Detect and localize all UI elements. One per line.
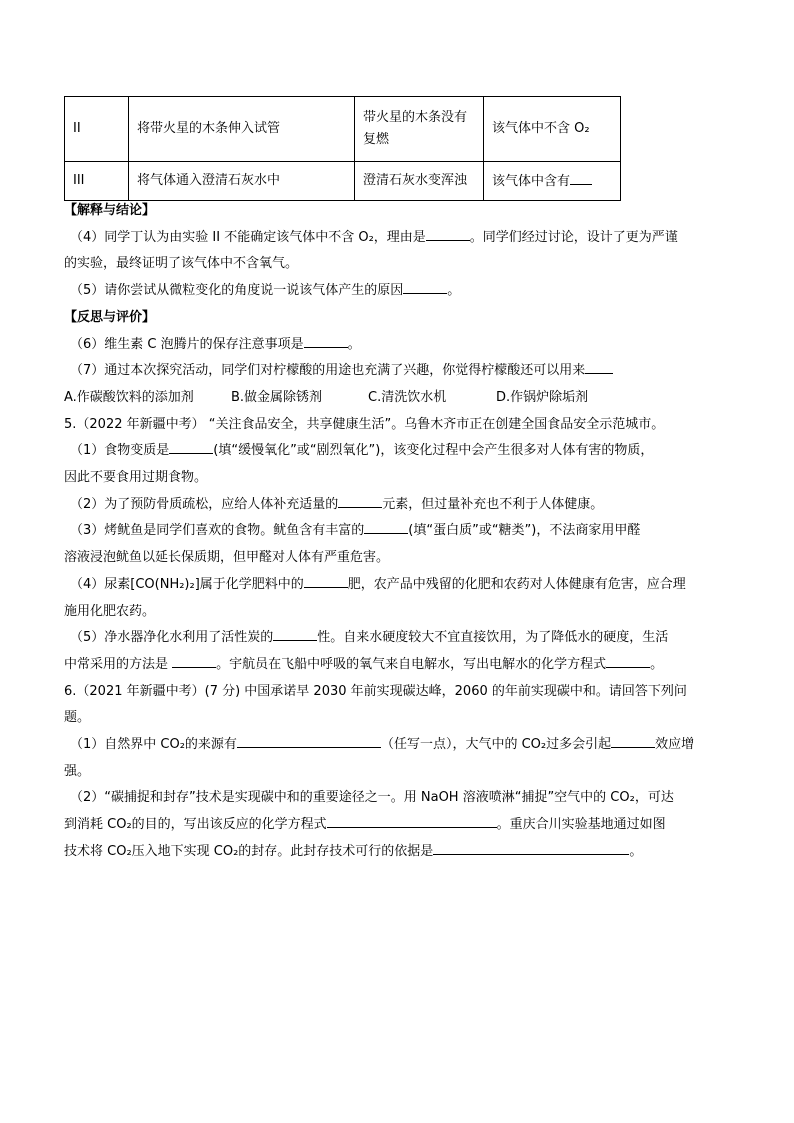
table-row [65, 162, 621, 201]
question-6: （6）维生素 C 泡腾片的保存注意事项是 。 [64, 332, 732, 359]
step-number: III [65, 162, 129, 201]
question-text [64, 198, 732, 866]
question-4: （4）同学丁认为由实验 II 不能确定该气体中不含 O₂，理由是 。同学们经过讨论，设计了更为严谨 [64, 225, 732, 252]
question-7-options [64, 385, 732, 412]
problem-5-q3-cont: 溶液浸泡鱿鱼以延长保质期，但甲醛对人体有严重危害。 [64, 550, 390, 566]
section-heading-reflect: 【反思与评价】 [64, 309, 156, 325]
problem-5-q1-cont: 因此不要食用过期食物。 [64, 470, 208, 486]
answer-blank [426, 226, 470, 241]
answer-blank [606, 653, 650, 668]
problem-5-q5: （5）净水器净化水利用了活性炭的 性。自来水硬度较大不宜直接饮用，为了降低水的硬度，生活 [64, 625, 732, 652]
answer-blank [237, 733, 381, 748]
problem-6-title-cont: 题。 [64, 710, 91, 726]
problem-6-q2-cont2: 技术将 CO₂压入地下实现 CO₂的封存。此封存技术可行的依据是 。 [64, 839, 732, 866]
problem-5-title: 5.（2022 年新疆中考） “关注食品安全，共享健康生活”。乌鲁木齐市正在创建全国食品安全示范城市。 [64, 416, 665, 432]
step-operation: 将气体通入澄清石灰水中 [129, 162, 355, 201]
question-5: （5）请你尝试从微粒变化的角度说一说该气体产生的原因 。 [64, 278, 732, 305]
problem-6-title: 6.（2021 年新疆中考）(7 分) 中国承诺早 2030 年前实现碳达峰，2060 的年前实现碳中和。请回答下列问 [64, 683, 687, 699]
step-conclusion: 该气体中不含 O₂ [484, 97, 621, 162]
step-operation: 将带火星的木条伸入试管 [129, 97, 355, 162]
answer-blank [338, 493, 382, 508]
problem-5-q4-cont: 施用化肥农药。 [64, 603, 156, 619]
problem-6-q1: （1）自然界中 CO₂的来源有 （任写一点），大气中的 CO₂过多会引起 效应增 [64, 732, 732, 759]
option-a: A.作碳酸饮料的添加剂 [64, 389, 194, 405]
answer-blank [611, 733, 655, 748]
experiment-table [64, 96, 621, 201]
table-row [65, 97, 621, 162]
problem-6-q1-cont: 强。 [64, 763, 91, 779]
answer-blank [304, 333, 348, 348]
answer-blank [169, 439, 213, 454]
problem-6-q2: （2）“碳捕捉和封存”技术是实现碳中和的重要途径之一。用 NaOH 溶液喷淋“捕捉”空气中的 CO₂，可达 [70, 790, 674, 806]
answer-blank [433, 840, 629, 855]
problem-5-q1: （1）食物变质是 (填“缓慢氧化”或“剧烈氧化”)，该变化过程中会产生很多对人体有害的物质， [64, 438, 732, 465]
question-7: （7）通过本次探究活动，同学们对柠檬酸的用途也充满了兴趣，你觉得柠檬酸还可以用来 [64, 358, 732, 385]
answer-blank [327, 813, 497, 828]
answer-blank [585, 359, 613, 374]
option-c: C.清洗饮水机 [368, 389, 447, 405]
answer-blank [570, 170, 592, 185]
option-b: B.做金属除锈剂 [231, 389, 323, 405]
problem-5-q2: （2）为了预防骨质疏松，应给人体补充适量的 元素，但过量补充也不利于人体健康。 [64, 492, 732, 519]
problem-5-q3: （3）烤鱿鱼是同学们喜欢的食物。鱿鱼含有丰富的 (填“蛋白质”或“糖类”)，不法商家用甲醛 [64, 518, 732, 545]
answer-blank [403, 279, 447, 294]
question-4-cont: 的实验，最终证明了该气体中不含氧气。 [64, 256, 299, 272]
answer-blank [273, 626, 317, 641]
step-number: II [65, 97, 129, 162]
answer-blank [304, 573, 348, 588]
problem-5-q5-cont: 中常采用的方法是 。宇航员在飞船中呼吸的氧气来自电解水，写出电解水的化学方程式 。 [64, 652, 732, 679]
answer-blank [364, 519, 408, 534]
step-phenomenon: 带火星的木条没有复燃 [355, 97, 484, 162]
option-d: D.作锅炉除垢剂 [496, 389, 589, 405]
problem-6-q2-cont: 到消耗 CO₂的目的，写出该反应的化学方程式 。重庆合川实验基地通过如图 [64, 812, 732, 839]
section-heading-explain: 【解释与结论】 [64, 203, 156, 218]
step-conclusion: 该气体中含有 [484, 162, 621, 201]
problem-5-q4: （4）尿素[CO(NH₂)₂]属于化学肥料中的 肥，农产品中残留的化肥和农药对人体健康有危害，应合理 [64, 572, 732, 599]
answer-blank [172, 653, 216, 668]
step-phenomenon: 澄清石灰水变浑浊 [355, 162, 484, 201]
